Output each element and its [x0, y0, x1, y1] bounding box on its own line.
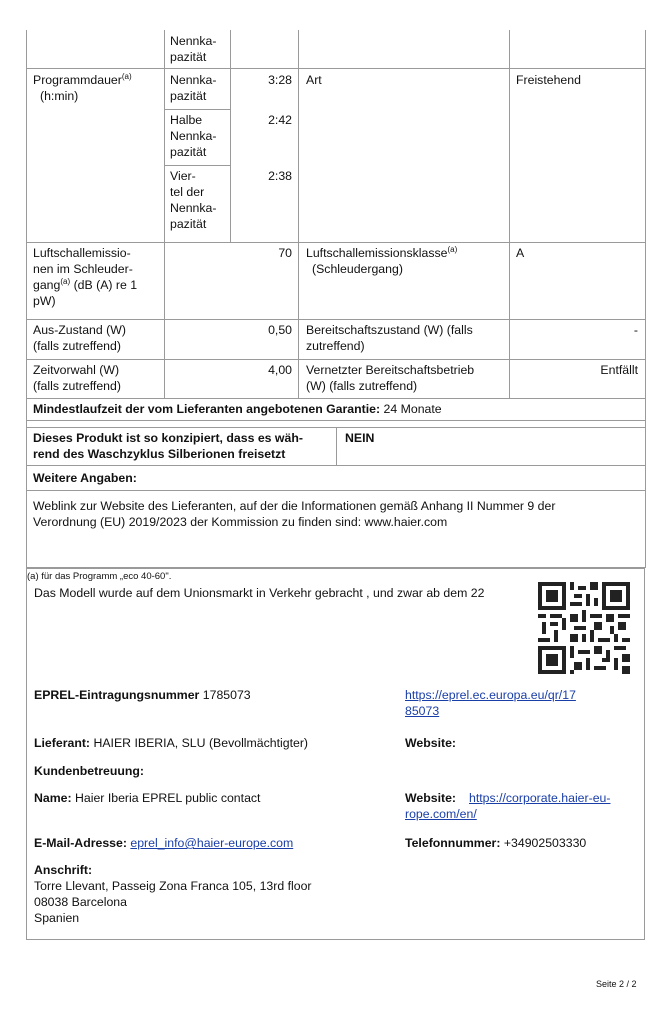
networked-standby-value: Entfällt	[600, 363, 638, 377]
off-mode-label: Aus-Zustand (W) (falls zutreffend)	[33, 323, 126, 353]
capacity-label: Nennka- pazität	[170, 34, 217, 64]
contact-website-row: Website:	[405, 791, 457, 805]
noise-class-value: A	[516, 246, 525, 260]
half-capacity-duration: 2:42	[268, 113, 292, 127]
type-value: Freistehend	[516, 73, 581, 87]
delay-start-label: Zeitvorwahl (W) (falls zutreffend)	[33, 363, 121, 393]
customer-service-label: Kundenbetreuung:	[34, 764, 144, 778]
type-label: Art	[306, 73, 322, 87]
contact-website-link-line1[interactable]: https://corporate.haier-eu-	[469, 791, 611, 805]
contact-name-row: Name: Haier Iberia EPREL public contact	[34, 791, 261, 805]
eprel-row: EPREL-Eintragungsnummer 1785073	[34, 688, 251, 702]
programme-duration-label: Programmdauer$^{(a)}$	[33, 71, 132, 87]
eprel-link[interactable]: https://eprel.ec.europa.eu/qr/17 85073	[405, 688, 576, 718]
silver-ions-label: Dieses Produkt ist so konzipiert, dass es wäh- rend des Waschzyklus Silberionen freisetzt	[33, 431, 303, 461]
more-info-text: Weblink zur Website des Lieferanten, auf der die Informationen gemäß Anhang II Nummer 9 der Verordnung (EU) 2019/2023 der Kommission zu finden sind: www.haier.com	[33, 499, 556, 529]
footnote: (a) für das Programm „eco 40-60".	[27, 571, 172, 582]
half-capacity-label: Halbe Nennka- pazität	[170, 113, 217, 159]
email-link[interactable]: eprel_info@haier-europe.com	[130, 836, 294, 850]
supplier-row: Lieferant: HAIER IBERIA, SLU (Bevollmächtigter)	[34, 736, 309, 750]
standby-value: -	[633, 323, 638, 337]
noise-emission-value: 70	[278, 246, 292, 260]
quarter-capacity-label: Vier- tel der Nennka- pazität	[170, 169, 217, 231]
networked-standby-label: Vernetzter Bereitschaftsbetrieb (W) (falls zutreffend)	[306, 363, 475, 393]
address-value: Torre Llevant, Passeig Zona Franca 105, 13rd floor 08038 Barcelona Spanien	[34, 879, 312, 925]
website-label-1: Website:	[405, 736, 457, 750]
qr-code-icon[interactable]	[538, 582, 630, 674]
off-mode-value: 0,50	[268, 323, 292, 337]
quarter-capacity-duration: 2:38	[268, 169, 292, 183]
contact-website-link-line2[interactable]: rope.com/en/	[405, 807, 477, 821]
market-date-text: Das Modell wurde auf dem Unionsmarkt in Verkehr gebracht , und zwar ab dem 22	[34, 586, 485, 600]
phone-row: Telefonnummer: +34902503330	[405, 836, 587, 850]
standby-label: Bereitschaftszustand (W) (falls zutreffend)	[306, 323, 473, 353]
delay-start-value: 4,00	[268, 363, 292, 377]
programme-duration-unit: (h:min)	[40, 89, 79, 103]
address-label: Anschrift:	[34, 863, 93, 877]
rated-capacity-duration: 3:28	[268, 73, 292, 87]
rated-capacity-label: Nennka- pazität	[170, 73, 217, 103]
noise-class-sublabel: (Schleudergang)	[312, 262, 403, 276]
noise-class-label: Luftschallemissionsklasse$^{(a)}$	[306, 244, 458, 260]
more-info-heading: Weitere Angaben:	[33, 471, 137, 485]
email-row: E-Mail-Adresse: eprel_info@haier-europe.com	[34, 836, 294, 850]
page-number: Seite 2 / 2	[596, 979, 637, 989]
noise-emission-label: Luftschallemissio- nen im Schleuder- gang$^{(a)}$ (dB (A) re 1 pW)	[33, 246, 138, 308]
silver-ions-value: NEIN	[345, 431, 375, 445]
guarantee-row: Mindestlaufzeit der vom Lieferanten angebotenen Garantie: 24 Monate	[33, 402, 442, 416]
